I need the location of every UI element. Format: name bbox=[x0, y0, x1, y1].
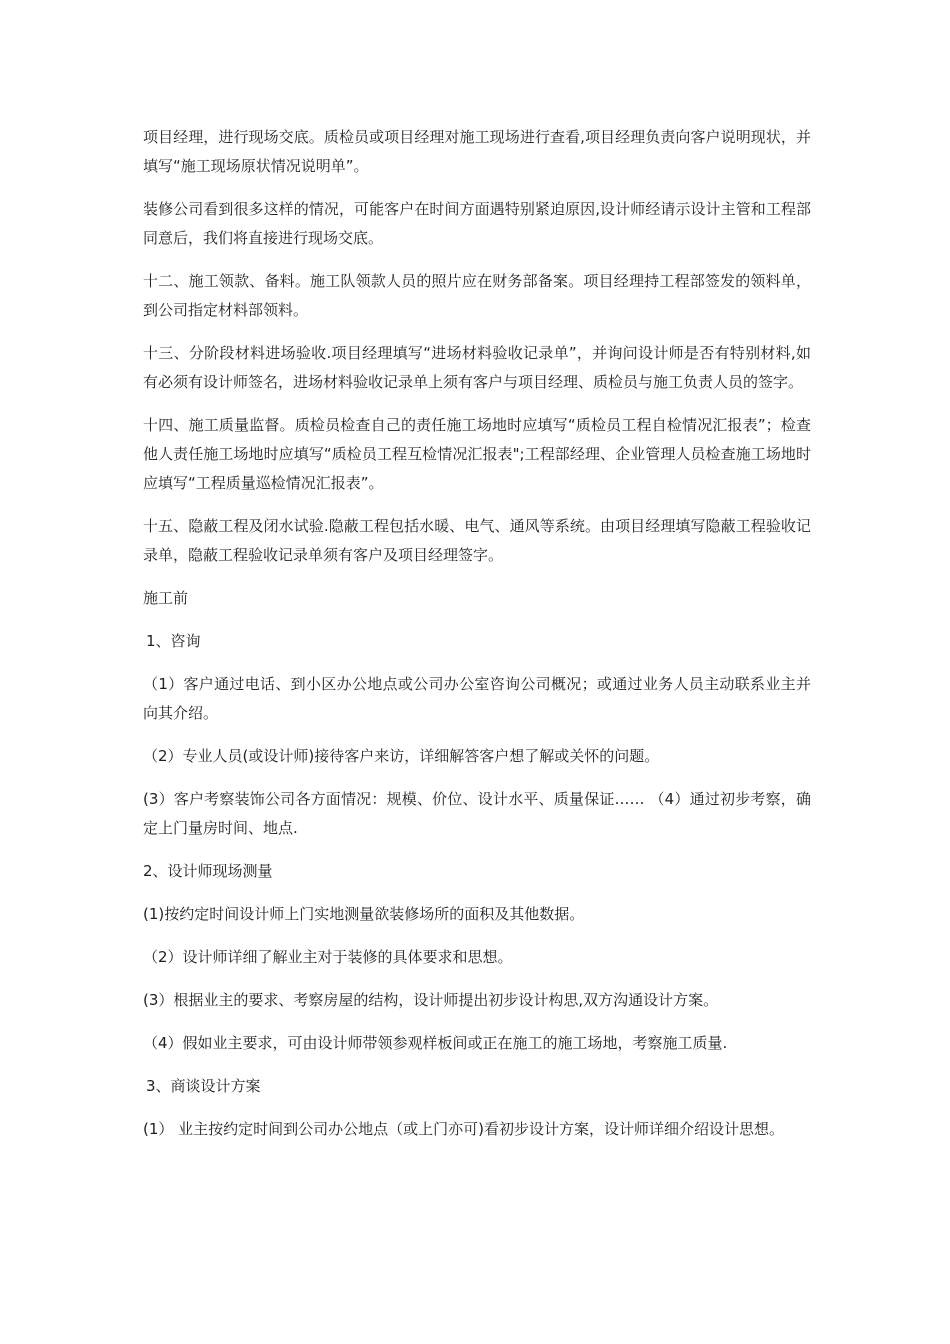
paragraph-design-discussion-1: (1） 业主按约定时间到公司办公地点（或上门亦可)看初步设计方案，设计师详细介绍设计思想。 bbox=[143, 1120, 785, 1138]
paragraph-consultation-1: （1）客户通过电话、到小区办公地点或公司办公室咨询公司概况；或通过业务人员主动联系业主并向其介绍。 bbox=[143, 675, 811, 722]
paragraph-consultation-2: （2）专业人员(或设计师)接待客户来访，详细解答客户想了解或关怀的问题。 bbox=[143, 747, 660, 765]
paragraph-section-15: 十五、隐蔽工程及闭水试验.隐蔽工程包括水暖、电气、通风等系统。由项目经理填写隐蔽工程验收记录单，隐蔽工程验收记录单须有客户及项目经理签字。 bbox=[143, 517, 811, 564]
paragraph-direct-handover: 装修公司看到很多这样的情况，可能客户在时间方面遇特别紧迫原因,设计师经请示设计主管和工程部同意后，我们将直接进行现场交底。 bbox=[143, 200, 811, 247]
paragraph-measurement-1: (1)按约定时间设计师上门实地测量欲装修场所的面积及其他数据。 bbox=[143, 905, 585, 923]
paragraph-section-14: 十四、施工质量监督。质检员检查自己的责任施工场地时应填写“质检员工程自检情况汇报表”；检查他人责任施工场地时应填写“质检员工程互检情况汇报表";工程部经理、企业管理人员检查施工场地时应填写“工程质量巡检情况汇报表”。 bbox=[143, 416, 811, 492]
document-body bbox=[143, 123, 811, 1158]
paragraph-measurement-2: （2）设计师详细了解业主对于装修的具体要求和思想。 bbox=[143, 948, 513, 966]
paragraph-measurement-3: (3）根据业主的要求、考察房屋的结构，设计师提出初步设计构思,双方沟通设计方案。 bbox=[143, 991, 719, 1009]
paragraph-measurement-4: （4）假如业主要求，可由设计师带领参观样板间或正在施工的施工场地，考察施工质量. bbox=[143, 1034, 728, 1052]
paragraph-site-handover: 项目经理，进行现场交底。质检员或项目经理对施工现场进行查看,项目经理负责向客户说明现状，并填写“施工现场原状情况说明单”。 bbox=[143, 128, 811, 175]
heading-design-discussion: 3、商谈设计方案 bbox=[146, 1077, 261, 1095]
heading-site-measurement: 2、设计师现场测量 bbox=[143, 862, 273, 880]
paragraph-section-12: 十二、施工领款、备料。施工队领款人员的照片应在财务部备案。项目经理持工程部签发的领料单，到公司指定材料部领料。 bbox=[143, 272, 811, 319]
heading-before-construction: 施工前 bbox=[143, 589, 189, 607]
paragraph-consultation-3-4: (3）客户考察装饰公司各方面情况：规模、价位、设计水平、质量保证…… （4）通过初步考察，确定上门量房时间、地点. bbox=[143, 790, 811, 837]
heading-consultation: 1、咨询 bbox=[146, 632, 201, 650]
paragraph-section-13: 十三、分阶段材料进场验收.项目经理填写“进场材料验收记录单”，并询问设计师是否有特别材料,如有必须有设计师签名，进场材料验收记录单上须有客户与项目经理、质检员与施工负责人员的签字。 bbox=[143, 344, 811, 391]
